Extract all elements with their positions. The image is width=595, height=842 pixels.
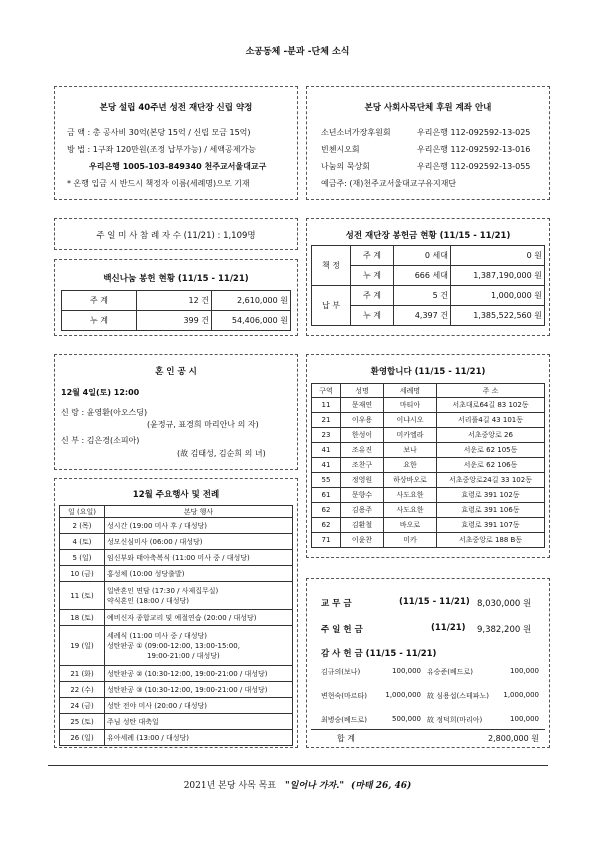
construction-pledge-box bbox=[54, 86, 298, 200]
table-row bbox=[62, 291, 291, 311]
construction-amount-line: 금 액 : 총 공사비 30억(본당 15억 / 신립 모금 15억) bbox=[67, 128, 251, 137]
donor-name: 유승준(베드로) bbox=[427, 668, 474, 676]
footer-divider bbox=[48, 765, 548, 766]
event-description bbox=[105, 626, 293, 666]
donor-amount: 100,000 bbox=[392, 667, 421, 675]
sanctuary-offering-title: 성전 재단장 봉헌금 현황 (11/15 - 11/21) bbox=[345, 231, 511, 241]
donor-amount: 100,000 bbox=[510, 715, 539, 723]
row-count: 12 건 bbox=[137, 291, 212, 311]
goal-reference: (마태 26, 46) bbox=[350, 781, 412, 791]
column-header: 본당 행사 bbox=[105, 506, 293, 518]
table-row bbox=[312, 398, 545, 413]
district-cell: 55 bbox=[312, 473, 341, 488]
baptismal-name-cell: 미카엘라 bbox=[384, 428, 437, 443]
event-line: 일반혼인 면담 (17:30 / 사제집무실) bbox=[107, 586, 219, 595]
support-account: 우리은행 112-092592-13-016 bbox=[417, 145, 531, 154]
events-title: 12월 주요행사 및 전례 bbox=[132, 490, 220, 500]
event-description bbox=[105, 518, 293, 534]
event-description bbox=[105, 666, 293, 682]
table-row bbox=[312, 413, 545, 428]
event-day: 5 (일) bbox=[60, 550, 105, 566]
events-table bbox=[59, 505, 293, 746]
event-day: 26 (일) bbox=[60, 730, 105, 746]
donor-amount: 100,000 bbox=[510, 667, 539, 675]
wedding-title: 혼 인 공 시 bbox=[155, 367, 197, 377]
donor-amount: 1,000,000 bbox=[503, 691, 539, 699]
row-amount: 2,610,000 원 bbox=[212, 291, 291, 311]
support-accounts-box bbox=[306, 86, 550, 200]
kyomu-amount: 8,030,000 원 bbox=[477, 599, 532, 609]
support-account: 우리은행 112-092592-13-055 bbox=[417, 162, 531, 171]
kyomu-label: 교 무 금 bbox=[321, 599, 352, 609]
table-row bbox=[60, 730, 293, 746]
district-cell: 11 bbox=[312, 398, 341, 413]
december-events-box bbox=[54, 478, 298, 748]
table-row bbox=[60, 698, 293, 714]
district-cell: 21 bbox=[312, 413, 341, 428]
donor-name: 故 심용섭(스테파노) bbox=[427, 692, 490, 700]
baptismal-name-cell: 이냐시오 bbox=[384, 413, 437, 428]
table-row bbox=[312, 428, 545, 443]
row-count: 0 세대 bbox=[394, 246, 451, 266]
table-row bbox=[312, 246, 545, 266]
construction-title: 본당 설립 40주년 성전 재단장 신립 약정 bbox=[99, 103, 253, 113]
construction-account: 우리은행 1005-103-849340 천주교서울대교구 bbox=[89, 162, 267, 171]
goal-label: 2021년 본당 사목 목표 bbox=[183, 781, 277, 791]
donor-name: 김규의(보나) bbox=[321, 668, 361, 676]
group-label: 납 부 bbox=[312, 286, 351, 326]
name-cell: 김용주 bbox=[341, 503, 384, 518]
event-description bbox=[105, 582, 293, 610]
table-row bbox=[60, 518, 293, 534]
event-day: 19 (일) bbox=[60, 626, 105, 666]
column-header: 일 (요일) bbox=[60, 506, 105, 518]
event-line: 세례식 (11:00 미사 중 / 대성당) bbox=[107, 631, 207, 640]
district-cell: 41 bbox=[312, 443, 341, 458]
row-amount: 0 원 bbox=[451, 246, 545, 266]
kyomu-period: (11/15 - 11/21) bbox=[399, 597, 470, 607]
event-day: 24 (금) bbox=[60, 698, 105, 714]
baptismal-name-cell: 보나 bbox=[384, 443, 437, 458]
total-amount: 2,800,000 원 bbox=[488, 734, 539, 743]
table-row bbox=[60, 582, 293, 610]
wedding-date: 12월 4일(토) 12:00 bbox=[61, 388, 140, 397]
column-header: 성명 bbox=[341, 384, 384, 398]
pastoral-goal bbox=[0, 778, 595, 791]
event-line: 19:00-21:00 / 대성당) bbox=[147, 651, 220, 660]
event-day: 18 (토) bbox=[60, 610, 105, 626]
event-description bbox=[105, 566, 293, 582]
row-label: 누 계 bbox=[62, 311, 137, 331]
row-count: 5 건 bbox=[394, 286, 451, 306]
total-divider bbox=[311, 729, 545, 730]
construction-note: * 온행 입금 시 반드시 책정자 이름(세례명)으로 기재 bbox=[67, 179, 250, 188]
row-amount: 54,406,000 원 bbox=[212, 311, 291, 331]
event-day: 4 (토) bbox=[60, 534, 105, 550]
welcome-table bbox=[311, 383, 545, 548]
sunday-offering-label: 주 일 헌 금 bbox=[321, 625, 363, 635]
event-description bbox=[105, 610, 293, 626]
event-day: 21 (화) bbox=[60, 666, 105, 682]
event-day: 10 (금) bbox=[60, 566, 105, 582]
name-cell: 조찬구 bbox=[341, 458, 384, 473]
table-row bbox=[60, 550, 293, 566]
column-header: 세례명 bbox=[384, 384, 437, 398]
table-row bbox=[312, 473, 545, 488]
support-account: 우리은행 112-092592-13-025 bbox=[417, 128, 531, 137]
row-label: 누 계 bbox=[351, 306, 394, 326]
event-day: 22 (수) bbox=[60, 682, 105, 698]
support-name: 소년소녀가장후원회 bbox=[321, 128, 391, 137]
address-cell: 서운로 62 105동 bbox=[437, 443, 545, 458]
row-label: 주 계 bbox=[351, 246, 394, 266]
sanctuary-offering-table bbox=[311, 245, 545, 326]
attendance-text: 주 일 미 사 참 례 자 수 (11/21) : 1,109명 bbox=[96, 231, 256, 241]
groom-parents: (윤정규, 표경희 마리안나 의 자) bbox=[147, 420, 259, 429]
vaccine-offering-title: 백신나눔 봉헌 현황 (11/15 - 11/21) bbox=[103, 274, 249, 284]
event-line: 성탄판공 ② (10:30-12:00, 19:00-21:00 / 대성당) bbox=[107, 669, 268, 678]
table-header-row bbox=[60, 506, 293, 518]
total-label: 합 계 bbox=[337, 734, 355, 743]
table-row bbox=[312, 488, 545, 503]
district-cell: 23 bbox=[312, 428, 341, 443]
row-amount: 1,000,000 원 bbox=[451, 286, 545, 306]
address-cell: 서운로 62 106동 bbox=[437, 458, 545, 473]
thanks-offering-title: 감 사 헌 금 (11/15 - 11/21) bbox=[321, 649, 437, 659]
table-row bbox=[62, 311, 291, 331]
baptismal-name-cell: 마티아 bbox=[384, 398, 437, 413]
column-header: 구역 bbox=[312, 384, 341, 398]
event-line: 약식혼인 (18:00 / 대성당) bbox=[107, 596, 190, 605]
event-description bbox=[105, 550, 293, 566]
name-cell: 문향수 bbox=[341, 488, 384, 503]
table-row bbox=[60, 626, 293, 666]
goal-quote: "일어나 가자." bbox=[284, 781, 345, 791]
event-description bbox=[105, 698, 293, 714]
address-cell: 효령로 391 106동 bbox=[437, 503, 545, 518]
vaccine-offering-box bbox=[54, 259, 298, 336]
address-cell: 서초중앙로 26 bbox=[437, 428, 545, 443]
row-amount: 1,385,522,560 원 bbox=[451, 306, 545, 326]
event-line: 예비신자 종합교리 및 예절연습 (20:00 / 대성당) bbox=[107, 613, 257, 622]
sunday-offering-period: (11/21) bbox=[431, 623, 466, 633]
bride-name: 신 부 : 김은경(소피아) bbox=[61, 436, 140, 445]
event-line: 성탄판공 ① (09:00-12:00, 13:00-15:00, bbox=[107, 641, 240, 650]
vaccine-offering-table bbox=[61, 290, 291, 331]
name-cell: 조유진 bbox=[341, 443, 384, 458]
table-row bbox=[312, 503, 545, 518]
district-cell: 62 bbox=[312, 503, 341, 518]
sanctuary-offering-box bbox=[306, 218, 550, 336]
event-line: 성탄판공 ③ (10:30-12:00, 19:00-21:00 / 대성당) bbox=[107, 685, 268, 694]
row-count: 666 세대 bbox=[394, 266, 451, 286]
name-cell: 이우용 bbox=[341, 413, 384, 428]
row-count: 399 건 bbox=[137, 311, 212, 331]
welcome-box bbox=[306, 354, 550, 558]
event-line: 주님 성탄 대축일 bbox=[107, 717, 159, 726]
name-cell: 김환철 bbox=[341, 518, 384, 533]
bride-parents: (故 김태성, 김순희 의 녀) bbox=[177, 449, 266, 458]
column-header: 주 소 bbox=[437, 384, 545, 398]
event-line: 성모신심미사 (06:00 / 대성당) bbox=[107, 537, 203, 546]
address-cell: 서초중앙로24길 33 102동 bbox=[437, 473, 545, 488]
table-row bbox=[60, 682, 293, 698]
row-label: 누 계 bbox=[351, 266, 394, 286]
district-cell: 71 bbox=[312, 533, 341, 548]
district-cell: 61 bbox=[312, 488, 341, 503]
address-cell: 효령로 391 107동 bbox=[437, 518, 545, 533]
table-row bbox=[60, 566, 293, 582]
baptismal-name-cell: 하상바오로 bbox=[384, 473, 437, 488]
name-cell: 문재연 bbox=[341, 398, 384, 413]
event-line: 홍성체 (10:00 성당출발) bbox=[107, 569, 185, 578]
address-cell: 서초중앙로 188 B동 bbox=[437, 533, 545, 548]
table-row bbox=[60, 714, 293, 730]
welcome-title: 환영합니다 (11/15 - 11/21) bbox=[370, 367, 486, 377]
row-count: 4,397 건 bbox=[394, 306, 451, 326]
donor-amount: 500,000 bbox=[392, 715, 421, 723]
event-line: 성탄 전야 미사 (20:00 / 대성당) bbox=[107, 701, 207, 710]
table-row bbox=[312, 458, 545, 473]
finance-box bbox=[306, 578, 550, 748]
table-row bbox=[312, 286, 545, 306]
event-description bbox=[105, 714, 293, 730]
donor-name: 최병승(베드로) bbox=[321, 716, 368, 724]
address-cell: 서초대로64길 83 102동 bbox=[437, 398, 545, 413]
support-title: 본당 사회사목단체 후원 계좌 안내 bbox=[364, 103, 492, 113]
row-label: 주 계 bbox=[62, 291, 137, 311]
event-description bbox=[105, 730, 293, 746]
row-amount: 1,387,190,000 원 bbox=[451, 266, 545, 286]
name-cell: 한성이 bbox=[341, 428, 384, 443]
group-label: 책 정 bbox=[312, 246, 351, 286]
table-row bbox=[312, 443, 545, 458]
groom-name: 신 랑 : 윤영환(아오스딩) bbox=[61, 408, 148, 417]
table-row bbox=[60, 666, 293, 682]
event-description bbox=[105, 534, 293, 550]
row-label: 주 계 bbox=[351, 286, 394, 306]
support-name: 빈첸시오회 bbox=[321, 145, 360, 154]
baptismal-name-cell: 바오로 bbox=[384, 518, 437, 533]
donor-name: 故 정덕희(마리아) bbox=[427, 716, 483, 724]
name-cell: 정영원 bbox=[341, 473, 384, 488]
event-line: 성시간 (19:00 미사 후 / 대성당) bbox=[107, 521, 207, 530]
table-row bbox=[312, 533, 545, 548]
table-header-row bbox=[312, 384, 545, 398]
section-title: 소공동체 -분과 -단체 소식 bbox=[245, 47, 350, 57]
name-cell: 이윤찬 bbox=[341, 533, 384, 548]
district-cell: 62 bbox=[312, 518, 341, 533]
wedding-announcement-box bbox=[54, 354, 298, 470]
address-cell: 서리풀4길 43 101동 bbox=[437, 413, 545, 428]
table-row bbox=[312, 518, 545, 533]
donor-name: 변현숙(마르타) bbox=[321, 692, 368, 700]
event-day: 11 (토) bbox=[60, 582, 105, 610]
baptismal-name-cell: 미카 bbox=[384, 533, 437, 548]
baptismal-name-cell: 사도요한 bbox=[384, 503, 437, 518]
table-row bbox=[60, 610, 293, 626]
event-day: 25 (토) bbox=[60, 714, 105, 730]
event-day: 2 (목) bbox=[60, 518, 105, 534]
attendance-box bbox=[54, 218, 298, 250]
table-row bbox=[60, 534, 293, 550]
event-description bbox=[105, 682, 293, 698]
donor-amount: 1,000,000 bbox=[385, 691, 421, 699]
support-name: 나눔의 묵상회 bbox=[321, 162, 370, 171]
district-cell: 41 bbox=[312, 458, 341, 473]
baptismal-name-cell: 사도요한 bbox=[384, 488, 437, 503]
support-holder: 예금주: (재)천주교서울대교구유지재단 bbox=[321, 179, 457, 188]
sunday-offering-amount: 9,382,200 원 bbox=[477, 625, 532, 635]
address-cell: 효령로 391 102동 bbox=[437, 488, 545, 503]
event-line: 유아세례 (13:00 / 대성당) bbox=[107, 733, 190, 742]
construction-method-line: 방 법 : 1구좌 120만원(조정 납부가능) / 세액공제가능 bbox=[67, 145, 256, 154]
event-line: 임신부와 태아축복식 (11:00 미사 중 / 대성당) bbox=[107, 553, 250, 562]
baptismal-name-cell: 요한 bbox=[384, 458, 437, 473]
